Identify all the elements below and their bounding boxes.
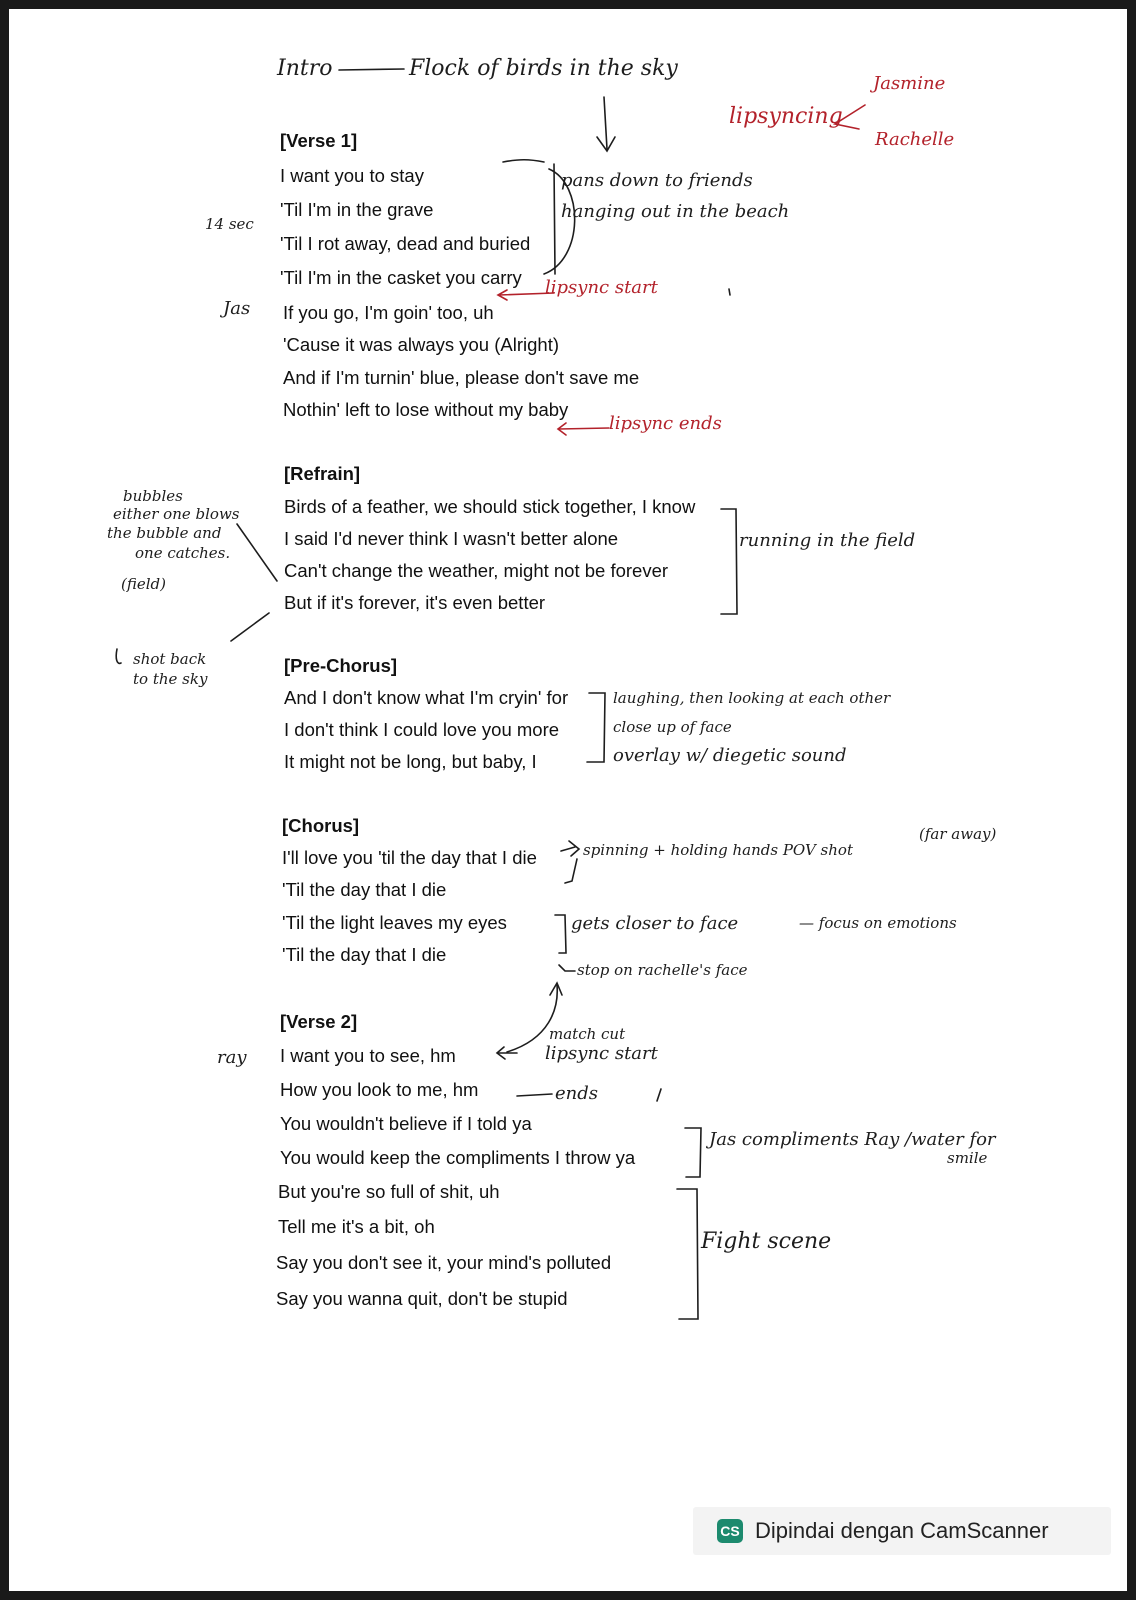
lyric-line: But you're so full of shit, uh xyxy=(278,1181,500,1202)
lyric-line: If you go, I'm goin' too, uh xyxy=(283,302,494,323)
lyric-line: 'Til I'm in the casket you carry xyxy=(280,267,522,288)
lyric-line: Tell me it's a bit, oh xyxy=(278,1216,435,1237)
note-either-one: either one blows xyxy=(113,505,240,523)
note-match-cut: match cut xyxy=(549,1025,626,1043)
lyric-line: And if I'm turnin' blue, please don't save me xyxy=(283,367,640,388)
handwritten-strokes xyxy=(9,9,1127,1591)
note-14-sec: 14 sec xyxy=(205,215,254,233)
note-jas-compliments: Jas compliments Ray /water for xyxy=(709,1129,996,1150)
lyric-line: I want you to stay xyxy=(280,165,424,186)
note-gets-closer: gets closer to face xyxy=(571,913,739,934)
section-heading-verse-1: [Verse 1] xyxy=(280,130,358,151)
lyric-line: Can't change the weather, might not be forever xyxy=(284,560,669,581)
note-intro-label: Intro xyxy=(277,56,333,81)
note-one-catches: one catches. xyxy=(135,544,231,562)
note-bubbles: bubbles xyxy=(123,487,183,505)
lyric-line: It might not be long, but baby, I xyxy=(284,751,537,772)
note-jasmine: Jasmine xyxy=(873,73,946,94)
lyric-line: I want you to see, hm xyxy=(280,1045,456,1066)
note-ray: ray xyxy=(217,1047,247,1068)
note-laughing: laughing, then looking at each other xyxy=(613,689,891,707)
note-stop-on: stop on rachelle's face xyxy=(577,961,748,979)
section-heading-refrain: [Refrain] xyxy=(284,463,361,484)
section-heading-pre-chorus: [Pre-Chorus] xyxy=(284,655,398,676)
camscanner-watermark xyxy=(693,1507,1111,1555)
lyric-line: And I don't know what I'm cryin' for xyxy=(284,687,569,708)
note-intro-desc: Flock of birds in the sky xyxy=(409,56,678,81)
note-spinning: spinning + holding hands POV shot xyxy=(583,841,853,859)
note-shot-back: shot back xyxy=(133,650,207,668)
lyric-line: 'Til the light leaves my eyes xyxy=(282,912,507,933)
note-close-up: close up of face xyxy=(613,718,732,736)
lyric-line: Say you don't see it, your mind's polluted xyxy=(276,1252,612,1273)
note-the-bubble: the bubble and xyxy=(107,524,222,542)
note-pans-down: pans down to friends xyxy=(561,170,753,191)
note-far-away: (far away) xyxy=(919,825,997,843)
lyric-line: Nothin' left to lose without my baby xyxy=(283,399,569,420)
note-running: running in the field xyxy=(739,530,916,551)
note-field: (field) xyxy=(121,575,166,593)
note-fight-scene: Fight scene xyxy=(701,1229,832,1254)
camscanner-logo-icon: CS xyxy=(717,1519,743,1543)
note-lipsync-start: lipsync start xyxy=(545,277,658,298)
lyric-line: You would keep the compliments I throw ya xyxy=(280,1147,636,1168)
note-jas: Jas xyxy=(223,298,251,319)
note-lipsyncing: lipsyncing xyxy=(729,104,843,129)
lyric-line: But if it's forever, it's even better xyxy=(284,592,546,613)
note-lipsync-ends: lipsync ends xyxy=(609,413,722,434)
lyric-line: 'Til I rot away, dead and buried xyxy=(280,233,531,254)
note-hanging-out: hanging out in the beach xyxy=(561,201,790,222)
note-ends: ends xyxy=(555,1083,599,1104)
lyric-line: 'Til I'm in the grave xyxy=(280,199,434,220)
note-smile: smile xyxy=(947,1149,988,1167)
lyric-line: Say you wanna quit, don't be stupid xyxy=(276,1288,568,1309)
section-heading-chorus: [Chorus] xyxy=(282,815,360,836)
note-overlay: overlay w/ diegetic sound xyxy=(613,745,847,766)
note-rachelle: Rachelle xyxy=(875,129,955,150)
lyric-line: I don't think I could love you more xyxy=(284,719,560,740)
lyric-line: 'Cause it was always you (Alright) xyxy=(283,334,559,355)
lyric-line: I said I'd never think I wasn't better alone xyxy=(284,528,619,549)
lyric-line: How you look to me, hm xyxy=(280,1079,479,1100)
lyric-line: 'Til the day that I die xyxy=(282,879,447,900)
lyric-line: You wouldn't believe if I told ya xyxy=(280,1113,532,1134)
scanned-page xyxy=(9,9,1127,1591)
section-heading-verse-2: [Verse 2] xyxy=(280,1011,358,1032)
lyric-line: I'll love you 'til the day that I die xyxy=(282,847,537,868)
lyric-line: Birds of a feather, we should stick together, I know xyxy=(284,496,696,517)
lyric-line: 'Til the day that I die xyxy=(282,944,447,965)
watermark-text: Dipindai dengan CamScanner xyxy=(755,1518,1049,1543)
note-lipsync-start-2: lipsync start xyxy=(545,1043,658,1064)
note-focus: — focus on emotions xyxy=(799,914,957,932)
note-to-the-sky: to the sky xyxy=(133,670,208,688)
